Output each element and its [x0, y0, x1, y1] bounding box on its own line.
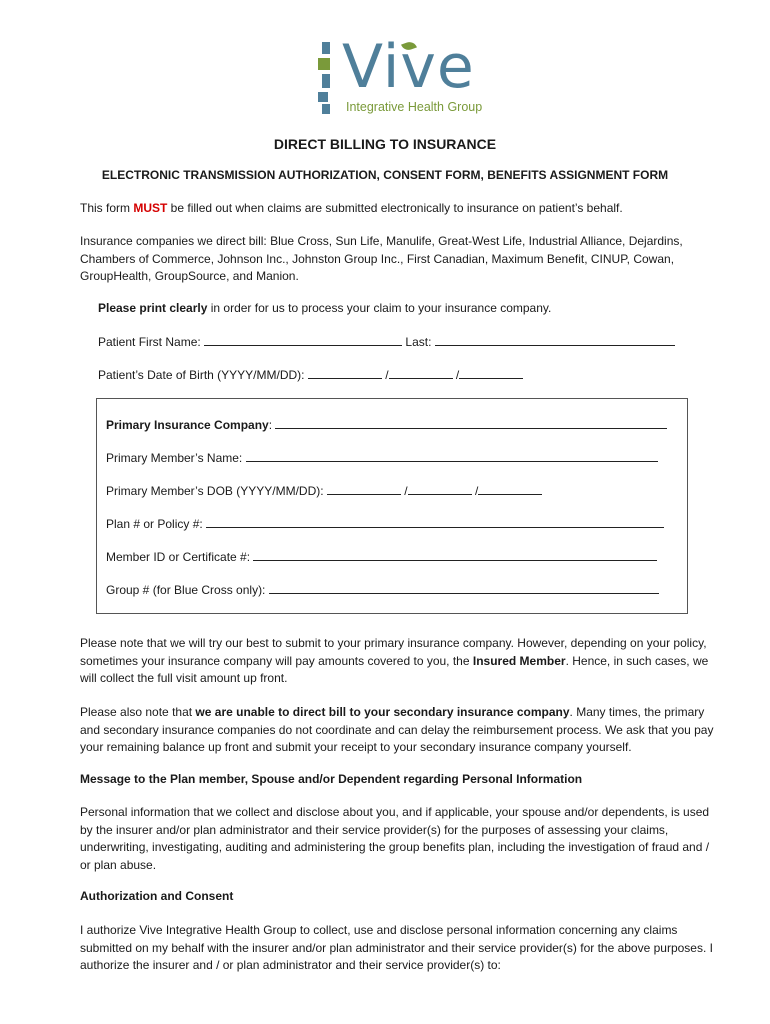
member-name-field[interactable]	[246, 450, 658, 462]
logo-wordmark: Vive	[342, 32, 475, 102]
message-body: Personal information that we collect and disclose about you, and if applicable, your spouse and/or dependents, is used by the insurer and/or plan administrator and their service provider(s) for the purposes of assessing your claims, underwriting, investigating, auditing and administering the group benefits plan, including the investigation of fraud and / or plan abuse.	[80, 805, 710, 872]
patient-dob-month-field[interactable]	[389, 367, 453, 379]
group-row	[106, 582, 659, 597]
patient-dob-label: Patient’s Date of Birth (YYYY/MM/DD):	[98, 368, 305, 382]
member-id-row	[106, 549, 657, 564]
patient-dob-year-field[interactable]	[308, 367, 382, 379]
member-dob-year-field[interactable]	[327, 483, 401, 495]
group-label: Group # (for Blue Cross only):	[106, 583, 266, 597]
note-primary: Please note that we will try our best to submit to your primary insurance company. However, depending on your policy, sometimes your insurance company will pay amounts covered to you, the Insured Member. Hence, in such cases, we will collect the full visit amount up front.	[80, 636, 709, 685]
auth-heading: Authorization and Consent	[80, 889, 234, 903]
patient-dob-day-field[interactable]	[459, 367, 523, 379]
insurance-company-row: Primary Insurance Company:	[106, 417, 667, 432]
member-id-field[interactable]	[253, 549, 657, 561]
patient-last-field[interactable]	[435, 334, 675, 346]
page-title: DIRECT BILLING TO INSURANCE	[273, 136, 497, 152]
plan-field[interactable]	[206, 516, 664, 528]
member-dob-row: Primary Member’s DOB (YYYY/MM/DD): / /	[106, 483, 542, 498]
patient-name-row	[98, 334, 675, 349]
auth-body: I authorize Vive Integrative Health Group to collect, use and disclose personal information concerning any claims submitted on my behalf with the insurer and/or plan administrator and their service provider(s) for the above purposes. I authorize the insurer and / or plan administrator and their service provider(s) to:	[80, 923, 713, 972]
print-note: Please print clearly in order for us to process your claim to your insurance company.	[98, 301, 552, 315]
group-field[interactable]	[269, 582, 659, 594]
patient-first-field[interactable]	[204, 334, 402, 346]
companies-text: Insurance companies we direct bill: Blue Cross, Sun Life, Manulife, Great-West Life, Industrial Alliance, Dejardins, Chambers of Commerce, Johnson Inc., Johnston Group Inc., First Canadian, Maximum Benefit, CINUP, Cowan, GroupHealth, GroupSource, and Manion.	[80, 234, 683, 283]
patient-last-label: Last:	[405, 335, 432, 349]
must-emphasis: MUST	[133, 201, 168, 215]
member-dob-label: Primary Member’s DOB (YYYY/MM/DD):	[106, 484, 324, 498]
member-name-label: Primary Member’s Name:	[106, 451, 243, 465]
member-dob-day-field[interactable]	[478, 483, 542, 495]
message-heading: Message to the Plan member, Spouse and/or Dependent regarding Personal Information	[80, 772, 583, 786]
intro-text: This form MUST be filled out when claims are submitted electronically to insurance on patient’s behalf.	[80, 201, 623, 215]
member-id-label: Member ID or Certificate #:	[106, 550, 251, 564]
member-dob-month-field[interactable]	[408, 483, 472, 495]
plan-row	[106, 516, 664, 531]
insurance-company-field[interactable]	[275, 417, 667, 429]
logo-tagline: Integrative Health Group	[346, 100, 483, 114]
patient-dob-row: Patient’s Date of Birth (YYYY/MM/DD): / /	[98, 367, 523, 382]
plan-label: Plan # or Policy #:	[106, 517, 203, 531]
logo	[316, 32, 506, 120]
note-secondary: Please also note that we are unable to direct bill to your secondary insurance company. Many times, the primary and secondary insurance companies do not coordinate and can delay the reimbursement process. We ask that you pay your remaining balance up front and submit your receipt to your secondary insurance company yourself.	[80, 705, 714, 754]
patient-first-label: Patient First Name:	[98, 335, 201, 349]
insurance-company-label: Primary Insurance Company	[106, 418, 269, 432]
member-name-row	[106, 450, 658, 465]
page-subtitle: ELECTRONIC TRANSMISSION AUTHORIZATION, CONSENT FORM, BENEFITS ASSIGNMENT FORM	[101, 168, 669, 182]
